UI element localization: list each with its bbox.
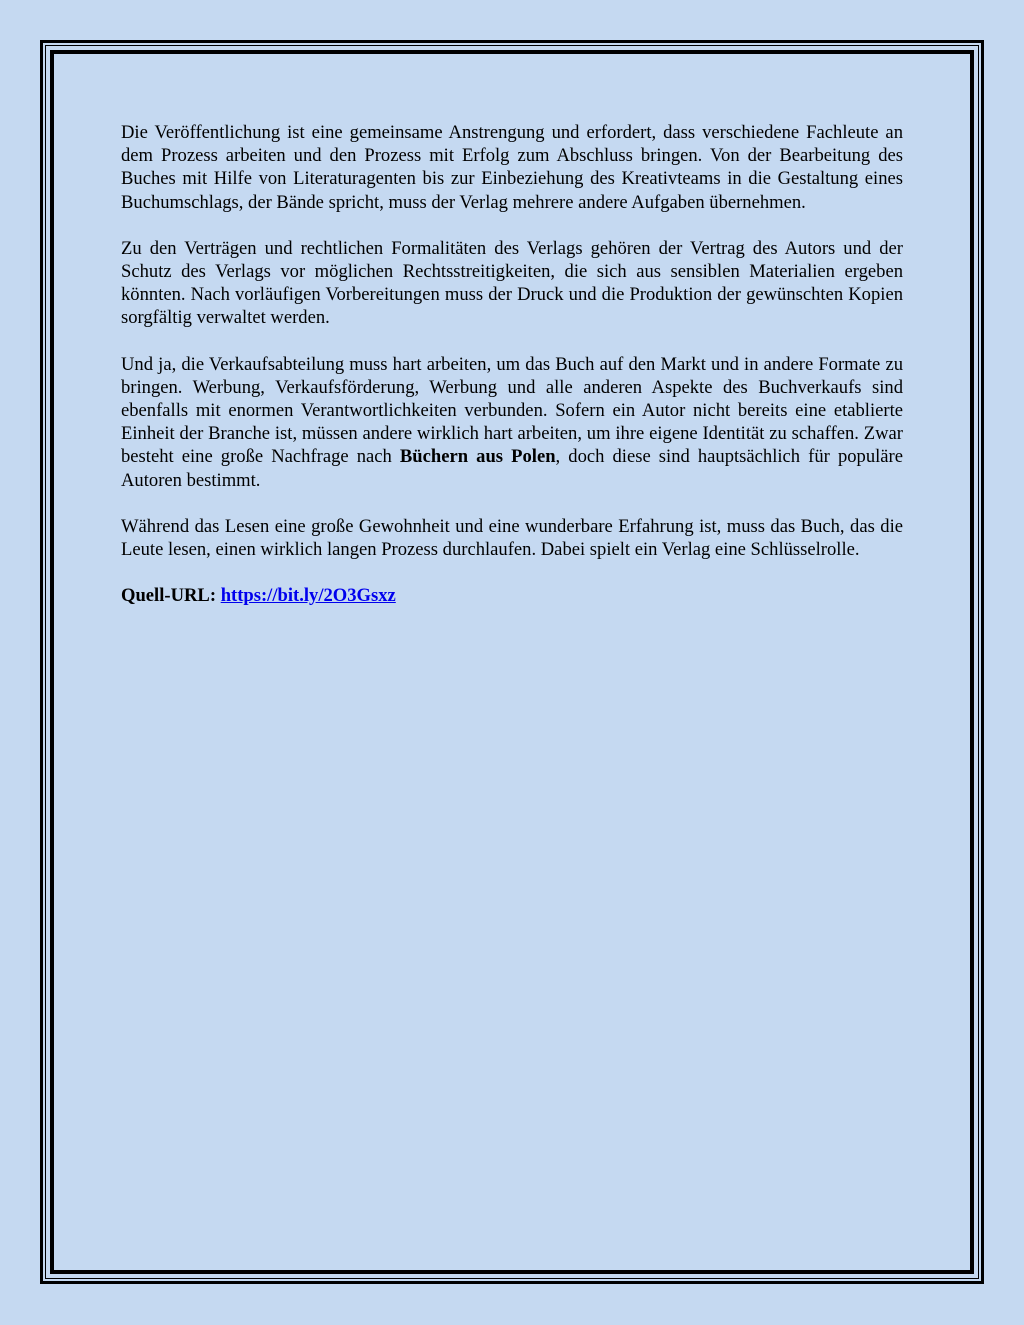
source-line [121,584,903,607]
source-link[interactable]: https://bit.ly/2O3Gsxz [220,585,396,607]
paragraph-3 [121,353,903,492]
paragraph-3-text-after: , doch diese sind hauptsächlich für populäre Autoren bestimmt. [121,446,903,491]
paragraph-3-bold-text: Büchern aus Polen [399,446,556,468]
paragraph-1: Die Veröffentlichung ist eine gemeinsame Anstrengung und erfordert, dass verschiedene Fachleute an dem Prozess arbeiten und den Prozess mit Erfolg zum Abschluss bringen. Von der Bearbeitung des Buches mit Hilfe von Literaturagenten bis zur Einbeziehung des Kreativteams in die Gestaltung eines Buchumschlags, der Bände spricht, muss der Verlag mehrere andere Aufgaben übernehmen. [121,122,903,213]
paragraph-3-text-before: Und ja, die Verkaufsabteilung muss hart arbeiten, um das Buch auf den Markt und in andere Formate zu bringen. Werbung, Verkaufsförderung, Werbung und alle anderen Aspekte des Buchverkaufs sind ebenfalls mit enormen Verantwortlichkeiten verbunden. Sofern ein Autor nicht bereits eine etablierte Einheit der Branche ist, müssen andere wirklich hart arbeiten, um ihre eigene Identität zu schaffen. Zwar besteht eine große Nachfrage nach [121,353,903,468]
paragraph-2: Zu den Verträgen und rechtlichen Formalitäten des Verlags gehören der Vertrag des Autors und der Schutz des Verlags vor möglichen Rechtsstreitigkeiten, die sich aus sensiblen Materialien ergeben könnten. Nach vorläufigen Vorbereitungen muss der Druck und die Produktion der gewünschten Kopien sorgfältig verwaltet werden. [121,237,903,329]
paragraph-4: Während das Lesen eine große Gewohnheit und eine wunderbare Erfahrung ist, muss das Buch, das die Leute lesen, einen wirklich langen Prozess durchlaufen. Dabei spielt ein Verlag eine Schlüsselrolle. [121,515,903,561]
source-label: Quell-URL: [121,585,217,607]
document-body [121,121,903,630]
